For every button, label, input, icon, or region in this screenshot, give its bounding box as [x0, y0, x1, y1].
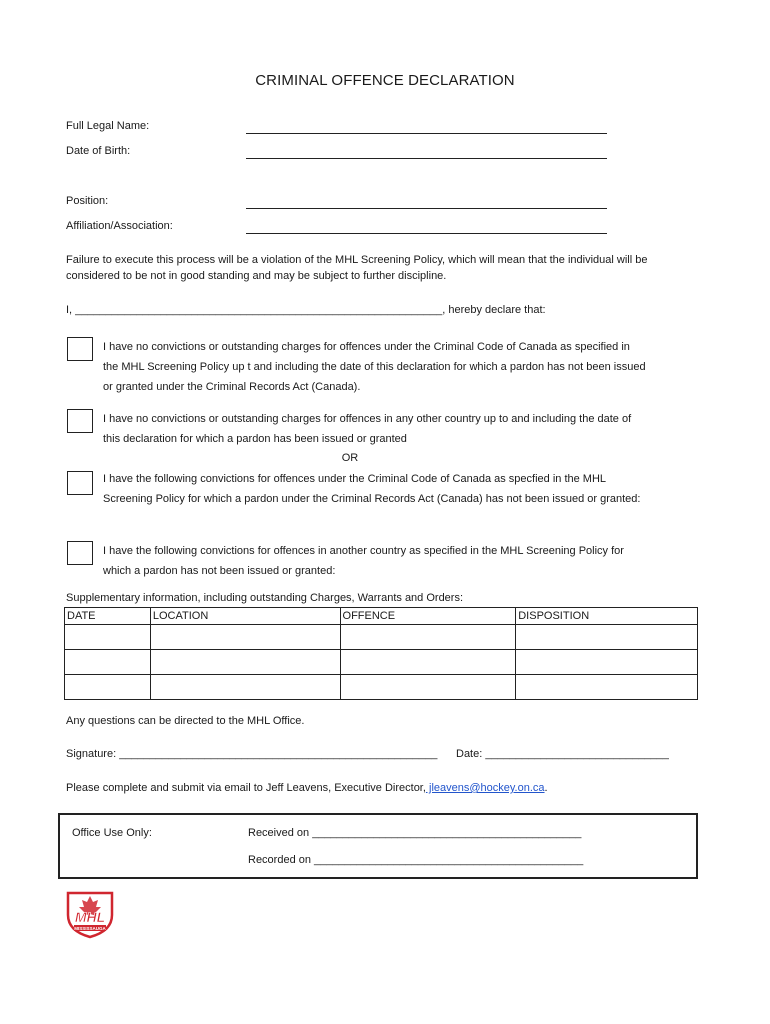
signature-line[interactable]: Signature: ____________________________________________________ — [66, 748, 438, 760]
dob-label: Date of Birth: — [66, 145, 131, 157]
full-name-label: Full Legal Name: — [66, 120, 150, 132]
option-2-checkbox[interactable] — [67, 409, 93, 433]
history-table — [64, 607, 698, 700]
submit-instructions — [66, 782, 548, 794]
questions-text: Any questions can be directed to the MHL Office. — [66, 715, 305, 727]
date-line[interactable]: Date: ______________________________ — [456, 748, 669, 760]
received-on-line[interactable]: Received on ____________________________________________ — [248, 827, 582, 839]
recorded-on-line[interactable]: Recorded on ____________________________________________ — [248, 854, 584, 866]
mhl-logo — [62, 887, 118, 939]
office-use-label: Office Use Only: — [72, 827, 152, 839]
option-1-text: I have no convictions or outstanding charges for offences under the Criminal Code of Canada as specified in the MHL Screening Policy up t and including the date of this declaration for which a pardon has not been issued or granted under the Criminal Records Act (Canada). — [103, 341, 646, 393]
column-header-date: DATE — [65, 608, 151, 625]
logo-subtext: MISSISSAUGA — [74, 925, 106, 931]
table-cell[interactable] — [65, 625, 151, 650]
option-4-text: I have the following convictions for offences in another country as specified in the MHL Screening Policy for which a pardon has not been issued or granted: — [103, 545, 624, 577]
submit-end: . — [544, 782, 548, 794]
option-3-text: I have the following convictions for offences under the Criminal Code of Canada as specfied in the MHL Screening Policy for which a pardon under the Criminal Records Act (Canada) has not been issued or granted: — [103, 473, 641, 505]
column-header-disposition: DISPOSITION — [516, 608, 698, 625]
full-name-field[interactable] — [246, 133, 607, 134]
supplementary-label: Supplementary information, including outstanding Charges, Warrants and Orders: — [66, 592, 464, 604]
page-title: CRIMINAL OFFENCE DECLARATION — [255, 72, 515, 89]
table-cell[interactable] — [516, 625, 698, 650]
table-cell[interactable] — [150, 675, 340, 700]
declaration-line[interactable]: I, ____________________________________________________________, hereby declare that: — [66, 304, 546, 316]
option-1-checkbox[interactable] — [67, 337, 93, 361]
table-cell[interactable] — [65, 675, 151, 700]
table-cell[interactable] — [65, 650, 151, 675]
option-4-checkbox[interactable] — [67, 541, 93, 565]
table-row — [65, 675, 698, 700]
logo-text: MHL — [74, 909, 106, 925]
office-use-box — [58, 813, 698, 879]
column-header-offence: OFFENCE — [340, 608, 516, 625]
email-link[interactable]: jleavens@hockey.on.ca — [425, 782, 545, 794]
table-cell[interactable] — [516, 650, 698, 675]
option-3-checkbox[interactable] — [67, 471, 93, 495]
table-cell[interactable] — [340, 625, 516, 650]
position-label: Position: — [66, 195, 109, 207]
table-cell[interactable] — [150, 650, 340, 675]
table-header-row — [65, 608, 698, 625]
table-cell[interactable] — [150, 625, 340, 650]
or-label: OR — [341, 452, 359, 464]
table-cell[interactable] — [516, 675, 698, 700]
warning-text: Failure to execute this process will be a violation of the MHL Screening Policy, which will mean that the individual will be considered to be not in good standing and may be subject to further discipline. — [66, 254, 648, 282]
dob-field[interactable] — [246, 158, 607, 159]
table-row — [65, 650, 698, 675]
table-cell[interactable] — [340, 675, 516, 700]
affiliation-label: Affiliation/Association: — [66, 220, 173, 232]
table-cell[interactable] — [340, 650, 516, 675]
option-2-text: I have no convictions or outstanding charges for offences in any other country up to and including the date of this declaration for which a pardon has been issued or granted — [103, 413, 632, 445]
table-row — [65, 625, 698, 650]
affiliation-field[interactable] — [246, 233, 607, 234]
submit-text: Please complete and submit via email to Jeff Leavens, Executive Director, — [66, 782, 426, 794]
position-field[interactable] — [246, 208, 607, 209]
column-header-location: LOCATION — [150, 608, 340, 625]
